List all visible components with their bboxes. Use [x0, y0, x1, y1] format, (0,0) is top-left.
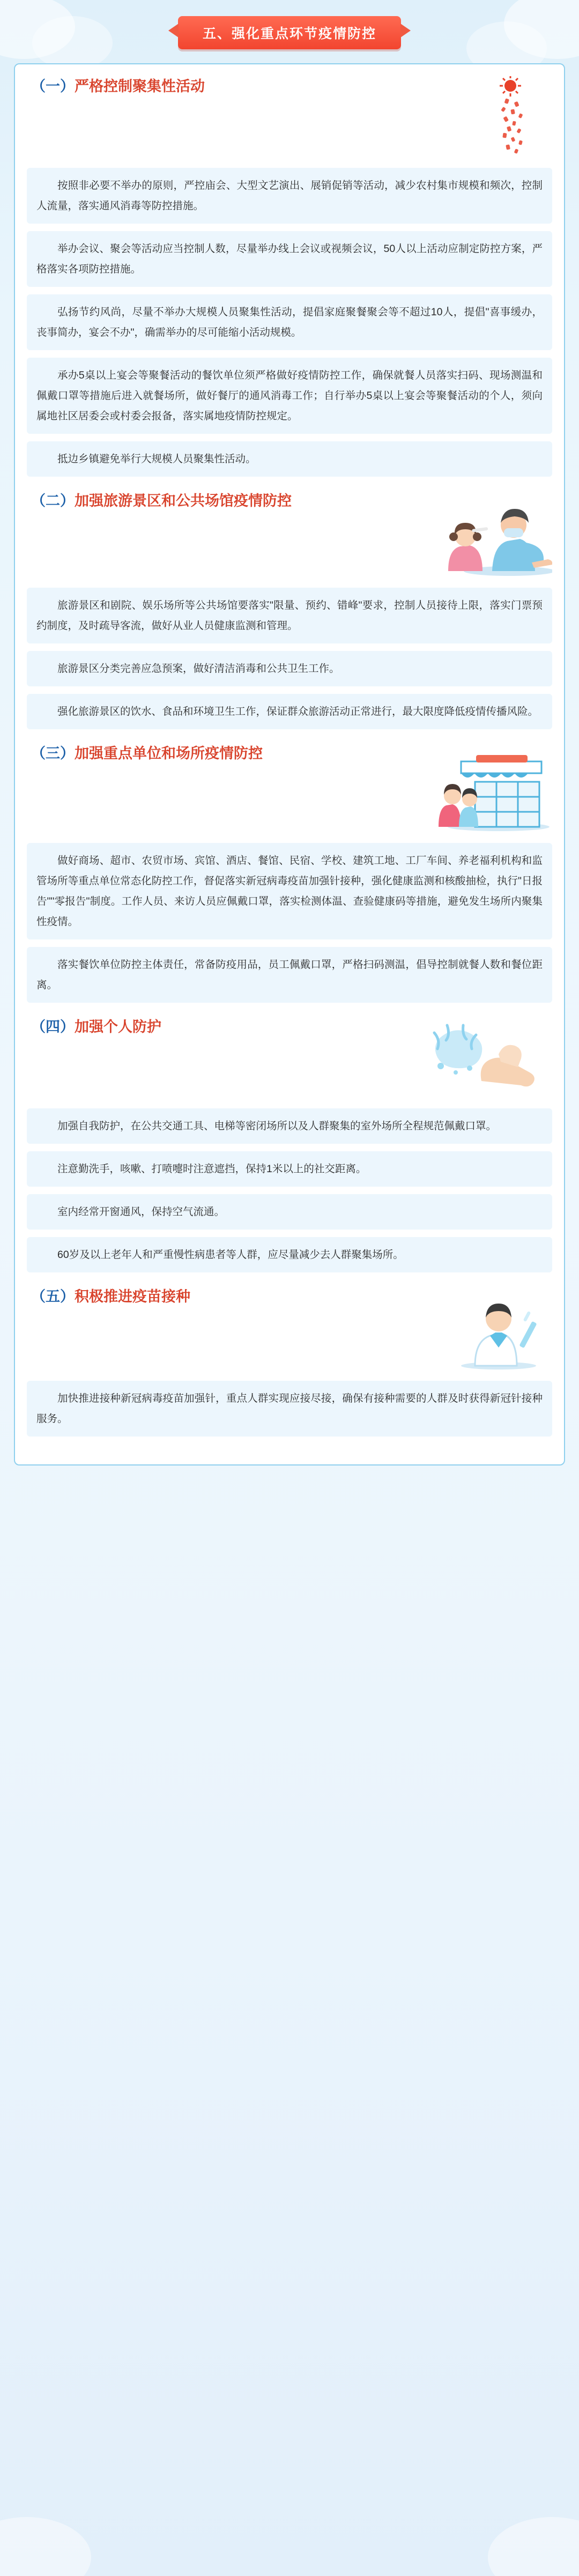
section-four-number: （四） [31, 1019, 75, 1035]
section-one-heading: 严格控制聚集性活动 [75, 78, 205, 94]
section-four-heading: 加强个人防护 [75, 1019, 161, 1035]
section-five-heading: 积极推进疫苗接种 [75, 1289, 190, 1305]
section-three-title [27, 743, 263, 764]
banner-title: 五、强化重点环节疫情防控 [178, 16, 401, 49]
paragraph: 举办会议、聚会等活动应当控制人数，尽量举办线上会议或视频会议，50人以上活动应制定防控方案，严格落实各项防控措施。 [27, 231, 552, 287]
nucleic-acid-test-icon [429, 491, 552, 579]
section-two [27, 491, 552, 729]
paragraph: 旅游景区分类完善应急预案，做好清洁消毒和公共卫生工作。 [27, 651, 552, 686]
decorative-cloud [488, 2517, 579, 2576]
paragraph: 抵边乡镇避免举行大规模人员聚集性活动。 [27, 441, 552, 477]
paragraph: 60岁及以上老年人和严重慢性病患者等人群，应尽量减少去人群聚集场所。 [27, 1237, 552, 1272]
handwash-icon [418, 1017, 552, 1100]
decorative-cloud [0, 2517, 91, 2576]
section-five-title [27, 1286, 190, 1307]
paragraph: 加强自我防护，在公共交通工具、电梯等密闭场所以及人群聚集的室外场所全程规范佩戴口罩。 [27, 1108, 552, 1144]
section-one-number: （一） [31, 78, 75, 94]
section-five [27, 1286, 552, 1437]
section-one [27, 76, 552, 477]
section-four [27, 1017, 552, 1272]
market-stall-icon [429, 743, 552, 834]
section-three-heading: 加强重点单位和场所疫情防控 [75, 745, 263, 762]
section-two-title [27, 491, 292, 512]
content-card [14, 63, 565, 1465]
section-three [27, 743, 552, 1003]
virus-confetti-icon [472, 76, 552, 159]
paragraph: 注意勤洗手，咳嗽、打喷嚏时注意遮挡，保持1米以上的社交距离。 [27, 1151, 552, 1187]
paragraph: 弘扬节约风尚，尽量不举办大规模人员聚集性活动，提倡家庭聚餐聚会等不超过10人，提倡"喜事缓办，丧事简办，宴会不办"，确需举办的尽可能缩小活动规模。 [27, 294, 552, 350]
section-three-number: （三） [31, 745, 75, 762]
section-five-number: （五） [31, 1289, 75, 1305]
paragraph: 落实餐饮单位防控主体责任，常备防疫用品，员工佩戴口罩，严格扫码测温，倡导控制就餐人数和餐位距离。 [27, 947, 552, 1003]
section-two-heading: 加强旅游景区和公共场馆疫情防控 [75, 493, 292, 509]
paragraph: 加快推进接种新冠病毒疫苗加强针，重点人群实现应接尽接，确保有接种需要的人群及时获得新冠针接种服务。 [27, 1381, 552, 1437]
paragraph: 旅游景区和剧院、娱乐场所等公共场馆要落实"限量、预约、错峰"要求，控制人员接待上限，落实门票预约制度，及时疏导客流，做好从业人员健康监测和管理。 [27, 588, 552, 643]
paragraph: 强化旅游景区的饮水、食品和环境卫生工作，保证群众旅游活动正常进行，最大限度降低疫情传播风险。 [27, 694, 552, 729]
paragraph: 按照非必要不举办的原则，严控庙会、大型文艺演出、展销促销等活动，减少农村集市规模和频次，控制人流量，落实通风消毒等防控措施。 [27, 168, 552, 224]
paragraph: 室内经常开窗通风，保持空气流通。 [27, 1194, 552, 1230]
paragraph: 承办5桌以上宴会等聚餐活动的餐饮单位须严格做好疫情防控工作，确保就餐人员落实扫码、现场测温和佩戴口罩等措施后进入就餐场所，做好餐厅的通风消毒工作；自行举办5桌以上宴会等聚餐活动的个人，须向属地社区居委会或村委会报备，落实属地疫情防控规定。 [27, 358, 552, 434]
paragraph: 做好商场、超市、农贸市场、宾馆、酒店、餐馆、民宿、学校、建筑工地、工厂车间、养老福利机构和监管场所等重点单位常态化防控工作，督促落实新冠病毒疫苗加强针接种，强化健康监测和核酸抽检，执行"日报告""零报告"制度。工作人员、来访人员应佩戴口罩，落实检测体温、查验健康码等措施，避免发生场所内聚集性疫情。 [27, 843, 552, 939]
vaccination-icon [445, 1286, 552, 1372]
section-four-title [27, 1017, 161, 1038]
header-banner [14, 16, 565, 49]
section-two-number: （二） [31, 493, 75, 509]
section-one-title [27, 76, 205, 97]
